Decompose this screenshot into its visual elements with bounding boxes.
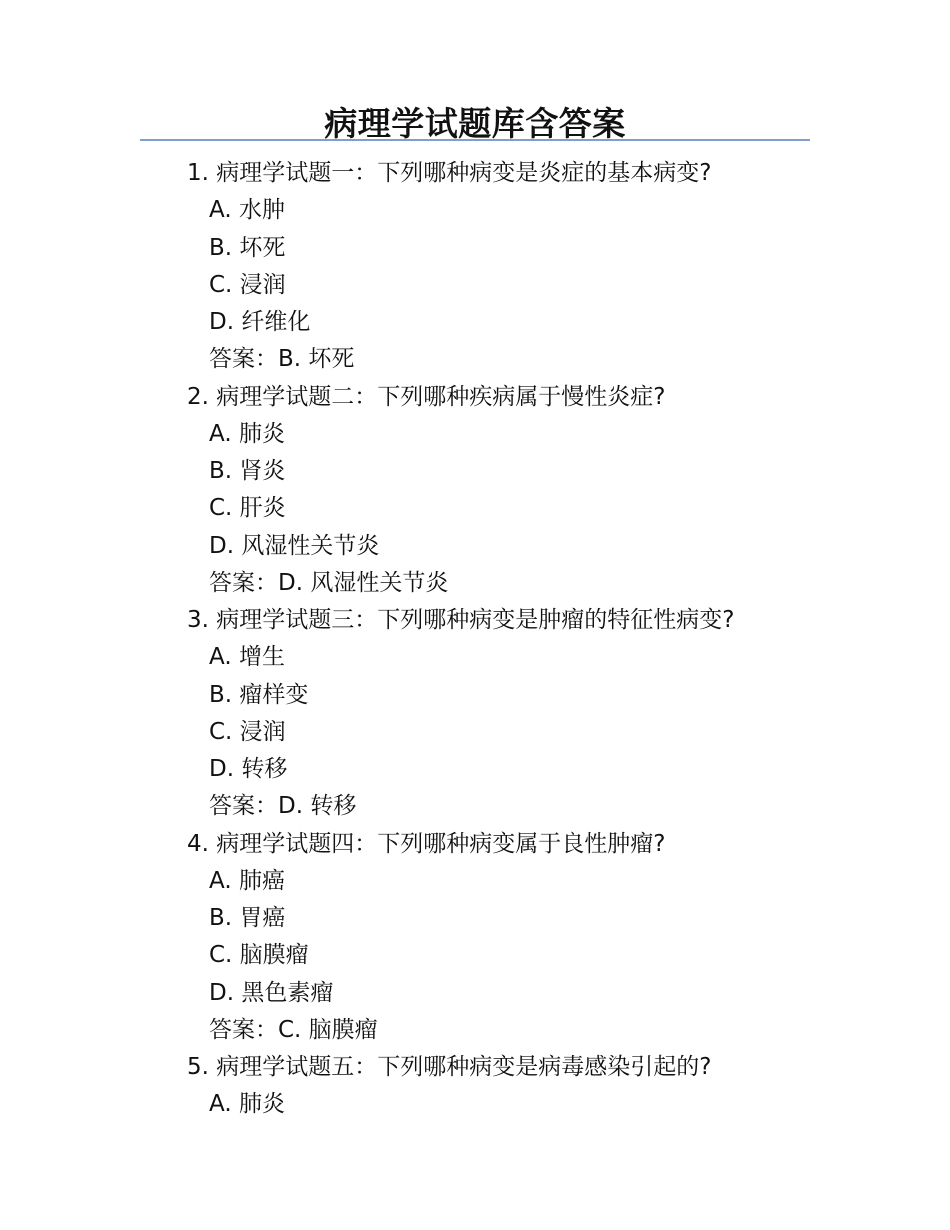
- option-item: C. 浸润: [209, 718, 286, 745]
- option-item: B. 瘤样变: [209, 681, 309, 708]
- title-underline: [140, 139, 810, 141]
- answer-line: 答案：D. 转移: [209, 793, 357, 820]
- answer-line: 答案：D. 风湿性关节炎: [209, 569, 449, 596]
- option-item: D. 黑色素瘤: [209, 979, 334, 1006]
- option-item: B. 胃癌: [209, 905, 286, 931]
- option-item: A. 肺炎: [209, 420, 285, 447]
- option-item: A. 肺炎: [209, 1091, 285, 1118]
- option-item: A. 肺癌: [209, 867, 285, 894]
- option-item: B. 肾炎: [209, 458, 286, 484]
- page-title: 病理学试题库含答案: [324, 104, 626, 143]
- question-stem: 4. 病理学试题四：下列哪种病变属于良性肿瘤?: [187, 830, 666, 857]
- option-item: B. 坏死: [209, 234, 286, 261]
- question-stem: 1. 病理学试题一：下列哪种病变是炎症的基本病变?: [187, 160, 712, 186]
- option-item: D. 风湿性关节炎: [209, 532, 380, 559]
- question-list: [187, 155, 827, 1124]
- option-item: C. 脑膜瘤: [209, 942, 309, 969]
- answer-line: 答案：C. 脑膜瘤: [209, 1016, 378, 1043]
- answer-line: 答案：B. 坏死: [209, 346, 355, 373]
- option-item: C. 浸润: [209, 271, 286, 298]
- option-item: C. 肝炎: [209, 495, 286, 522]
- question-stem: 3. 病理学试题三：下列哪种病变是肿瘤的特征性病变?: [187, 607, 735, 633]
- option-item: D. 纤维化: [209, 309, 311, 335]
- option-item: A. 增生: [209, 644, 285, 671]
- question-stem: 5. 病理学试题五：下列哪种病变是病毒感染引起的?: [187, 1054, 712, 1080]
- option-item: A. 水肿: [209, 197, 285, 224]
- question-stem: 2. 病理学试题二：下列哪种疾病属于慢性炎症?: [187, 383, 666, 410]
- option-item: D. 转移: [209, 756, 288, 782]
